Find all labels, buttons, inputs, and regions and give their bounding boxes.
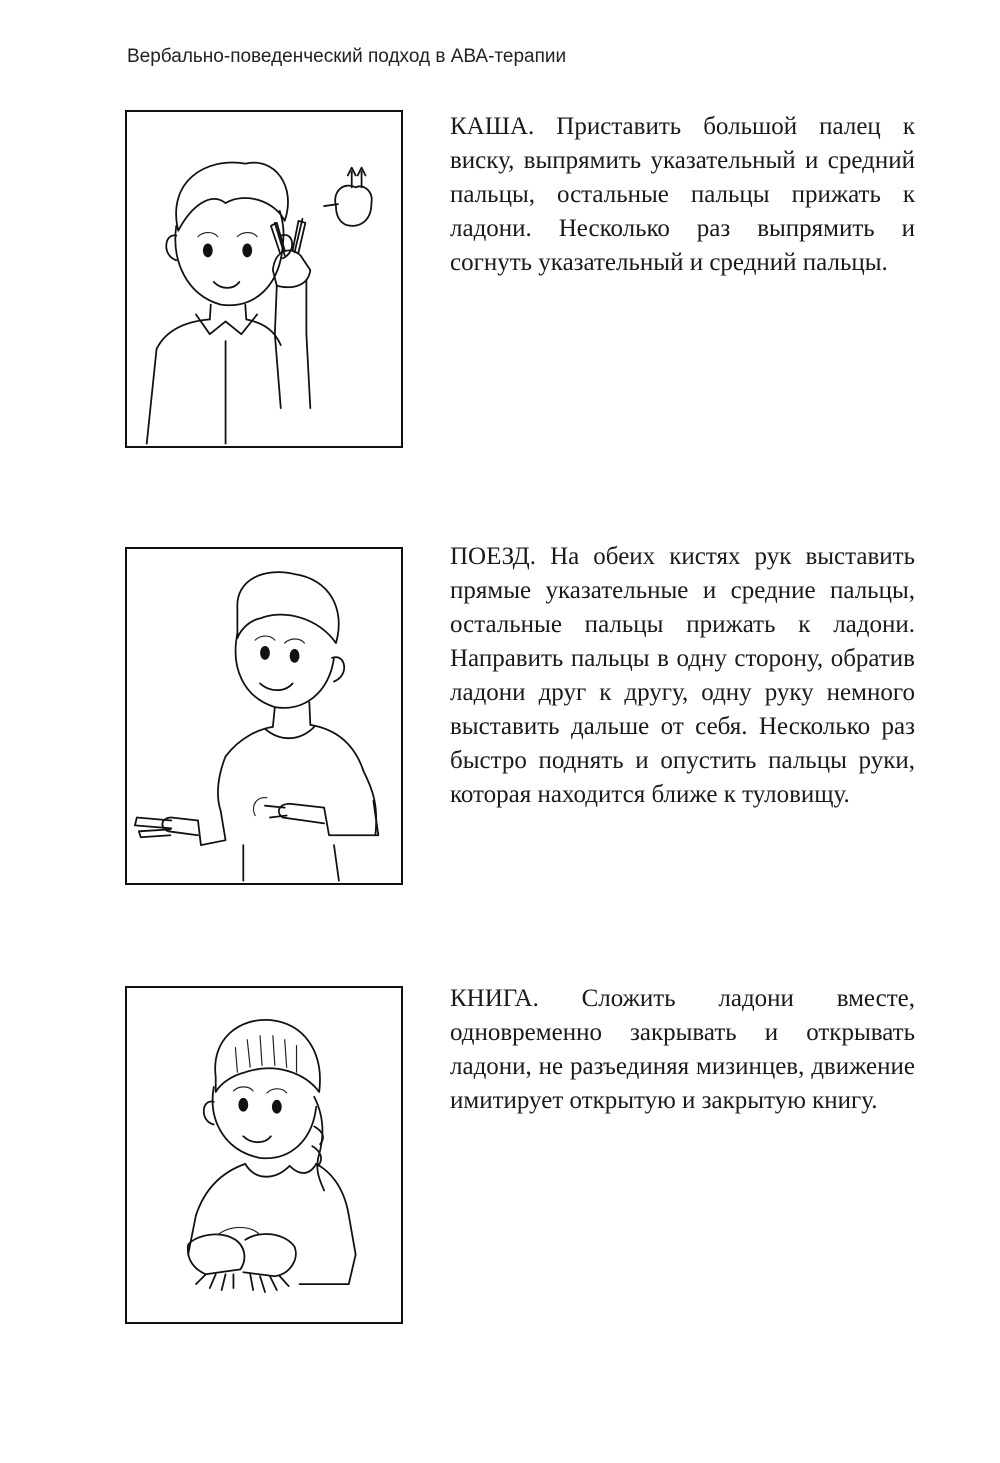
illustration-frame	[125, 547, 403, 885]
sign-description: ПОЕЗД. На обеих кистях рук выставить прямые указательные и средние пальцы, остальные пальцы прижать к ладони. Направить пальцы в одну сторону, обратив ладони друг к другу, одну руку немного выставить дальше от себя. Несколько раз быстро поднять и опустить пальцы руки, которая находится ближе к туловищу.	[450, 543, 915, 808]
illustration-frame	[125, 986, 403, 1324]
boy-sign-porridge-icon	[127, 112, 401, 446]
running-header: Вербально-поведенческий подход в АВА-терапии	[127, 46, 567, 67]
boy-sign-train-icon	[127, 549, 401, 883]
illustration-frame	[125, 110, 403, 448]
sign-description: КНИГА. Сложить ладони вместе, одновременно закрывать и открывать ладони, не разъединяя мизинцев, движение имитирует открытую и закрытую книгу.	[450, 985, 915, 1114]
sign-description: КАША. Приставить большой палец к виску, выпрямить указательный и средний пальцы, остальные пальцы прижать к ладони. Несколько раз выпрямить и согнуть указательный и средний пальцы.	[450, 113, 915, 276]
girl-sign-book-icon	[127, 988, 401, 1322]
